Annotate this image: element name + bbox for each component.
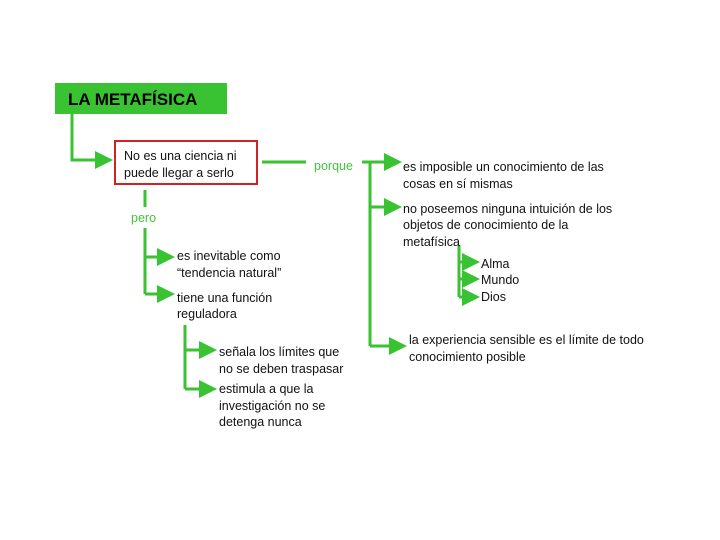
node-imposible-1: es imposible un conocimiento de las <box>403 160 604 174</box>
node-estimula-3: detenga nunca <box>219 415 302 429</box>
node-experiencia-2: conocimiento posible <box>409 350 526 364</box>
node-inevitable-1: es inevitable como <box>177 249 281 263</box>
node-intuicion-1: no poseemos ninguna intuición de los <box>403 202 613 216</box>
node-mundo: Mundo <box>481 273 520 287</box>
node-intuicion-3: metafísica <box>403 235 460 249</box>
connector-title-main <box>72 114 104 160</box>
title-box <box>55 83 227 114</box>
node-senala-2: no se deben traspasar <box>219 362 344 376</box>
main-node-line-2: puede llegar a serlo <box>124 166 234 180</box>
node-alma: Alma <box>481 257 510 271</box>
node-inevitable-2: “tendencia natural” <box>177 266 282 280</box>
connector-label-porque: porque <box>314 159 353 173</box>
main-node-line-1: No es una ciencia ni <box>124 149 237 163</box>
node-imposible-2: cosas en sí mismas <box>403 177 513 191</box>
connector-label-pero: pero <box>131 211 157 225</box>
node-estimula-2: investigación no se <box>219 399 326 413</box>
main-node <box>114 140 258 185</box>
node-estimula-1: estimula a que la <box>219 382 314 396</box>
node-experiencia-1: la experiencia sensible es el límite de todo <box>409 333 644 347</box>
node-reguladora-2: reguladora <box>177 307 237 321</box>
page-title: LA METAFÍSICA <box>68 90 198 109</box>
node-intuicion-2: objetos de conocimiento de la <box>403 218 569 232</box>
node-senala-1: señala los límites que <box>219 345 340 359</box>
node-reguladora-1: tiene una función <box>177 291 273 305</box>
node-dios: Dios <box>481 290 507 304</box>
